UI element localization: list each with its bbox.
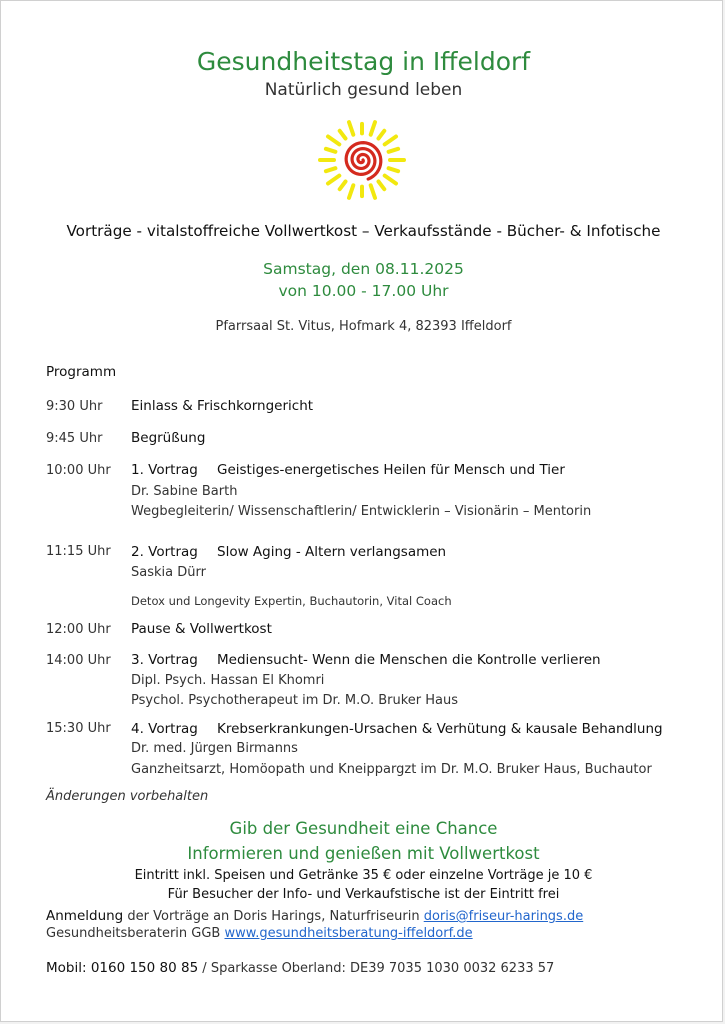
lecture-speaker-role: Psychol. Psychotherapeut im Dr. M.O. Bruker Haus [131, 693, 459, 708]
lecture-title: Krebserkrankungen-Ursachen & Verhütung & kausale Behandlung [217, 721, 663, 737]
advisor-text: Gesundheitsberaterin GGB [46, 926, 225, 941]
program-lecture [131, 462, 565, 478]
program-lecture [131, 544, 446, 560]
changes-note: Änderungen vorbehalten [46, 789, 209, 804]
event-date: Samstag, den 08.11.2025 [263, 260, 464, 278]
lecture-title: Geistiges-energetisches Heilen für Mensch und Tier [217, 462, 565, 478]
program-heading: Programm [46, 364, 117, 380]
program-time: 9:30 Uhr [46, 399, 103, 414]
sun-spiral-logo-icon [311, 117, 413, 203]
sun-ray [371, 122, 375, 135]
mobile-number: Mobil: 0160 150 80 85 [46, 960, 199, 976]
sun-ray [379, 182, 385, 190]
page-title: Gesundheitstag in Iffeldorf [196, 47, 531, 76]
lecture-number: 1. Vortrag [131, 462, 198, 478]
lecture-speaker: Dr. Sabine Barth [131, 484, 238, 499]
sun-ray [385, 176, 396, 184]
page-subtitle: Natürlich gesund leben [264, 80, 463, 100]
lecture-number: 3. Vortrag [131, 652, 198, 668]
program-time: 14:00 Uhr [46, 653, 111, 668]
website-link[interactable]: www.gesundheitsberatung-iffeldorf.de [224, 926, 473, 941]
program-time: 15:30 Uhr [46, 721, 111, 736]
sun-ray [389, 168, 399, 171]
registration-text: der Vorträge an Doris Harings, Naturfriseurin [123, 909, 424, 924]
program-title: Begrüßung [131, 430, 206, 446]
lecture-number: 4. Vortrag [131, 721, 198, 737]
sun-ray [389, 149, 399, 152]
lecture-speaker-role: Wegbegleiterin/ Wissenschaftlerin/ Entwicklerin – Visionärin – Mentorin [131, 504, 592, 519]
registration-label: Anmeldung [46, 908, 124, 924]
sun-ray [328, 137, 339, 145]
event-time: von 10.00 - 17.00 Uhr [278, 282, 449, 300]
fee-info: Eintritt inkl. Speisen und Getränke 35 € oder einzelne Vorträge je 10 € [134, 868, 593, 883]
sun-ray [379, 131, 385, 139]
sun-ray [349, 122, 353, 135]
lecture-speaker: Dr. med. Jürgen Birmanns [131, 741, 298, 756]
lecture-title: Slow Aging - Altern verlangsamen [217, 544, 447, 560]
program-time: 9:45 Uhr [46, 431, 103, 446]
registration-line [46, 908, 583, 924]
program-time: 11:15 Uhr [46, 544, 111, 559]
bank-details: / Sparkasse Oberland: DE39 7035 1030 0032 6233 57 [198, 961, 555, 976]
contact-line [46, 960, 554, 976]
sun-ray [349, 185, 353, 198]
program-lecture [131, 652, 601, 668]
program-title: Pause & Vollwertkost [131, 621, 272, 637]
sun-ray [328, 176, 339, 184]
lecture-speaker-role: Detox und Longevity Expertin, Buchautorin, Vital Coach [131, 594, 452, 608]
lecture-number: 2. Vortrag [131, 544, 198, 560]
sun-ray [326, 168, 336, 171]
advisor-line [46, 926, 473, 941]
email-link[interactable]: doris@friseur-harings.de [423, 909, 584, 924]
sun-ray [371, 185, 375, 198]
lecture-speaker: Dipl. Psych. Hassan El Khomri [131, 673, 325, 688]
sun-ray [326, 149, 336, 152]
closing-slogan-1: Gib der Gesundheit eine Chance [229, 819, 498, 838]
program-time: 10:00 Uhr [46, 463, 111, 478]
lecture-title: Mediensucht- Wenn die Menschen die Kontrolle verlieren [217, 652, 601, 668]
event-venue: Pfarrsaal St. Vitus, Hofmark 4, 82393 Iffeldorf [215, 319, 512, 334]
program-lecture [131, 721, 663, 737]
sun-ray [340, 131, 346, 139]
sun-ray [385, 137, 396, 145]
closing-slogan-2: Informieren und genießen mit Vollwertkost [187, 844, 540, 863]
sun-ray [340, 182, 346, 190]
lecture-speaker: Saskia Dürr [131, 565, 206, 580]
event-tagline: Vorträge - vitalstoffreiche Vollwertkost – Verkaufsstände - Bücher- & Infotische [66, 222, 661, 240]
program-time: 12:00 Uhr [46, 622, 111, 637]
free-entry-info: Für Besucher der Info- und Verkaufstische ist der Eintritt frei [167, 887, 560, 902]
lecture-speaker-role: Ganzheitsarzt, Homöopath und Kneippargzt im Dr. M.O. Bruker Haus, Buchautor [131, 762, 652, 777]
spiral-mark [346, 143, 381, 179]
program-title: Einlass & Frischkorngericht [131, 398, 314, 414]
